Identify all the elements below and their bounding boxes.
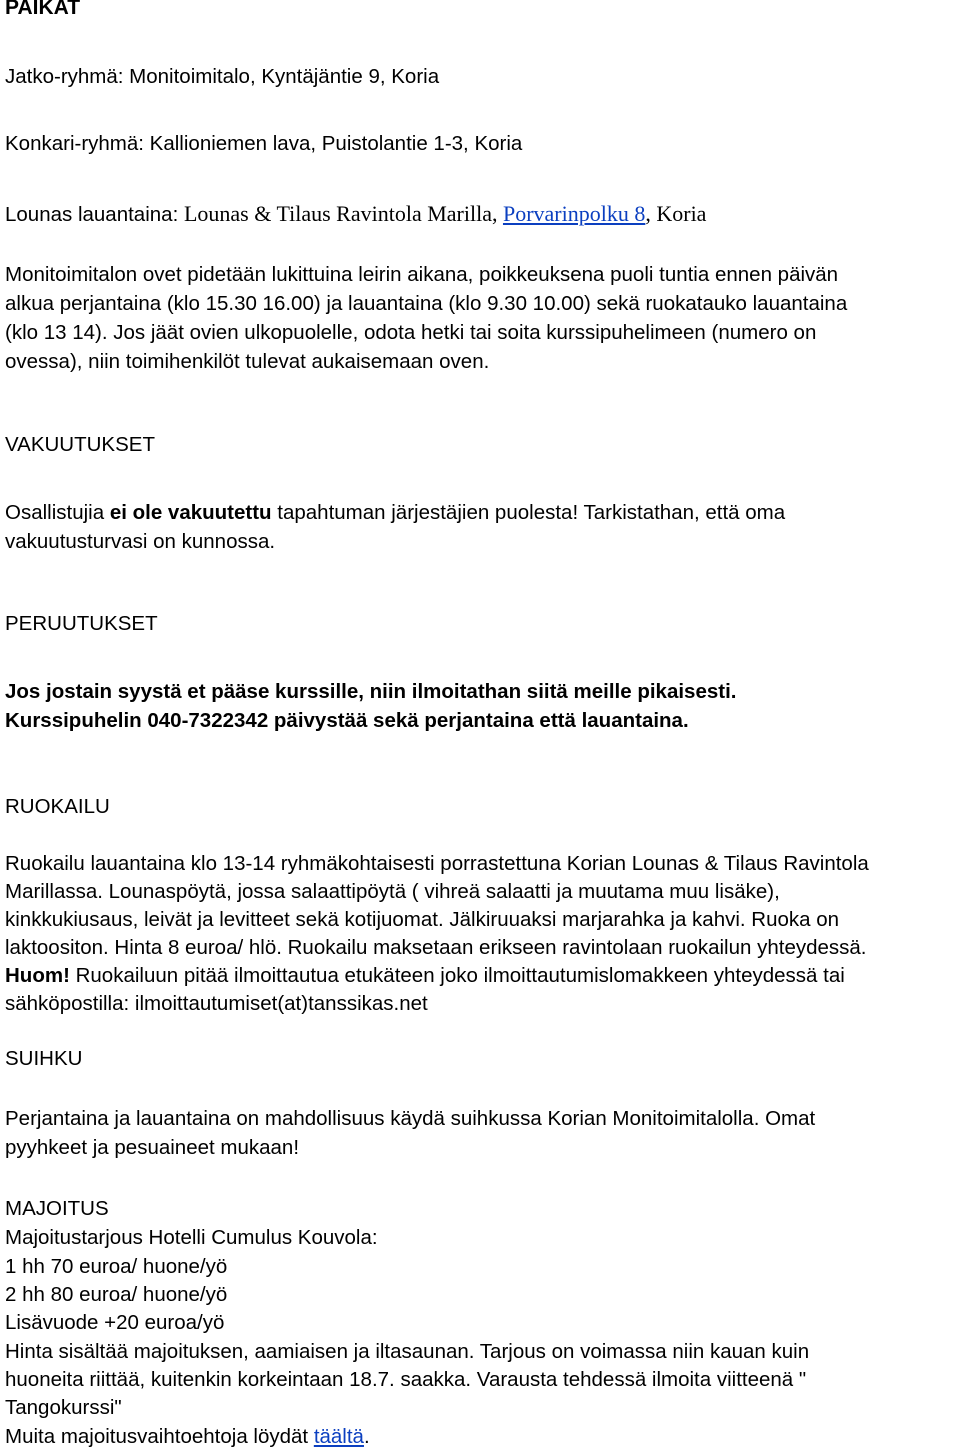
meal-line-6: sähköpostilla: ilmoittautumiset(at)tanssikas.net (5, 992, 428, 1015)
heading-suihku: SUIHKU (5, 1047, 83, 1070)
info-line-1: Monitoimitalon ovet pidetään lukittuina leirin aikana, poikkeuksena puoli tuntia ennen päivän (5, 263, 839, 286)
cancellation-line-1: Jos jostain syystä et pääse kurssille, niin ilmoitathan siitä meille pikaisesti. (5, 680, 737, 703)
konkari-group-location: Konkari-ryhmä: Kallioniemen lava, Puistolantie 1-3, Koria (5, 132, 523, 155)
lodging-line-2: 1 hh 70 euroa/ huone/yö (5, 1255, 228, 1278)
lodging-line-7: Tangokurssi" (5, 1396, 122, 1419)
meal-line-1: Ruokailu lauantaina klo 13-14 ryhmäkohtaisesti porrastettuna Korian Lounas & Tilaus Ravintola (5, 852, 869, 875)
insurance-emphasis: ei ole vakuutettu (109, 501, 272, 524)
info-line-3: (klo 13 14). Jos jäät ovien ulkopuolelle, odota hetki tai soita kurssipuhelimeen (numero on (5, 321, 817, 344)
lunch-restaurant-name: Lounas & Tilaus Ravintola Marilla, (183, 201, 503, 226)
shower-line-2: pyyhkeet ja pesuaineet mukaan! (5, 1136, 300, 1159)
insurance-text-c: tapahtuman järjestäjien puolesta! Tarkistathan, että oma (271, 501, 786, 524)
heading-paikat: PAIKAT (5, 0, 81, 19)
shower-line-1: Perjantaina ja lauantaina on mahdollisuus käydä suihkussa Korian Monitoimitalolla. Omat (5, 1107, 816, 1130)
address-link[interactable]: Porvarinpolku 8 (502, 201, 646, 226)
huom-text: Ruokailuun pitää ilmoittautua etukäteen joko ilmoittautumislomakkeen yhteydessä tai (69, 964, 845, 987)
meal-line-2: Marillassa. Lounaspöytä, jossa salaattipöytä ( vihreä salaatti ja muutama muu lisäke), (5, 880, 780, 903)
meal-line-5 (5, 961, 845, 990)
insurance-line-1 (5, 498, 785, 527)
lodging-more-link[interactable]: täältä (313, 1425, 364, 1448)
heading-ruokailu: RUOKAILU (5, 795, 110, 818)
lodging-more-text: Muita majoitusvaihtoehtoja löydät (5, 1425, 314, 1448)
lodging-more-period: . (363, 1425, 370, 1448)
lodging-line-5: Hinta sisältää majoituksen, aamiaisen ja iltasaunan. Tarjous on voimassa niin kauan kuin (5, 1340, 810, 1363)
huom-label: Huom! (5, 964, 70, 987)
lodging-line-1: Majoitustarjous Hotelli Cumulus Kouvola: (5, 1226, 378, 1249)
info-line-2: alkua perjantaina (klo 15.30 16.00) ja lauantaina (klo 9.30 10.00) sekä ruokatauko lauantaina (5, 292, 848, 315)
meal-line-4: laktoositon. Hinta 8 euroa/ hlö. Ruokailu maksetaan erikseen ravintolaan ruokailun yhteydessä. (5, 936, 867, 959)
lodging-line-4: Lisävuode +20 euroa/yö (5, 1311, 225, 1334)
heading-peruutukset: PERUUTUKSET (5, 612, 158, 635)
lodging-line-3: 2 hh 80 euroa/ huone/yö (5, 1283, 228, 1306)
heading-vakuutukset: VAKUUTUKSET (5, 433, 155, 456)
heading-majoitus: MAJOITUS (5, 1197, 109, 1220)
cancellation-line-2: Kurssipuhelin 040-7322342 päivystää sekä perjantaina että lauantaina. (5, 709, 689, 732)
lodging-line-8 (5, 1422, 370, 1451)
lodging-line-6: huoneita riittää, kuitenkin korkeintaan 18.7. saakka. Varausta tehdessä ilmoita viitteenä " (5, 1368, 807, 1391)
insurance-line-2: vakuutusturvasi on kunnossa. (5, 530, 276, 553)
lunch-location (5, 199, 706, 229)
insurance-text-a: Osallistujia (5, 501, 110, 524)
lunch-label: Lounas lauantaina: (5, 203, 184, 226)
lunch-city: , Koria (645, 201, 707, 226)
jatko-group-location: Jatko-ryhmä: Monitoimitalo, Kyntäjäntie 9, Koria (5, 65, 440, 88)
info-line-4: ovessa), niin toimihenkilöt tulevat aukaisemaan oven. (5, 350, 490, 373)
meal-line-3: kinkkukiusaus, leivät ja levitteet sekä kotijuomat. Jälkiruuaksi marjarahka ja kahvi. Ruoka on (5, 908, 840, 931)
